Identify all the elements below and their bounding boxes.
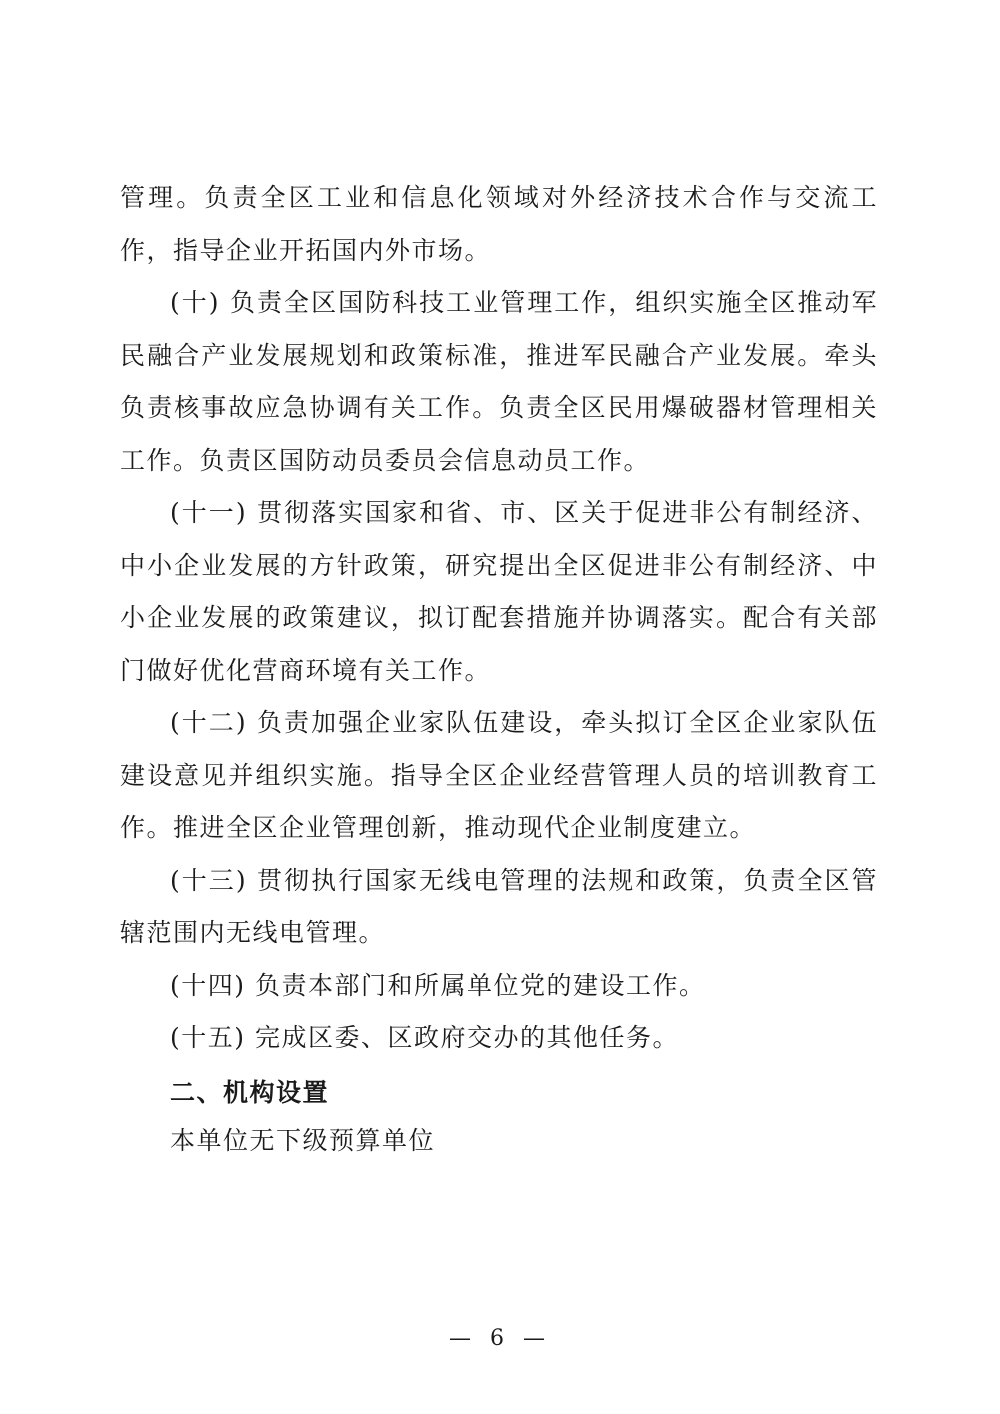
paragraph-continuation: 管理。负责全区工业和信息化领域对外经济技术合作与交流工作，指导企业开拓国内外市场。 [120, 183, 878, 265]
paragraph-item-13: (十三) 贯彻执行国家无线电管理的法规和政策，负责全区管辖范围内无线电管理。 [120, 865, 878, 947]
section-heading: 二、机构设置 [170, 1078, 330, 1107]
paragraph-item-11: (十一) 贯彻落实国家和省、市、区关于促进非公有制经济、中小企业发展的方针政策，研究提出全区促进非公有制经济、中小企业发展的政策建议，拟订配套措施并协调落实。配合有关部门做好优化营商环境有关工作。 [120, 498, 878, 685]
paragraph-item-12: (十二) 负责加强企业家队伍建设，牵头拟订全区企业家队伍建设意见并组织实施。指导全区企业经营管理人员的培训教育工作。推进全区企业管理创新，推动现代企业制度建立。 [120, 708, 878, 842]
paragraph-item-10: (十) 负责全区国防科技工业管理工作，组织实施全区推动军民融合产业发展规划和政策标准，推进军民融合产业发展。牵头负责核事故应急协调有关工作。负责全区民用爆破器材管理相关工作。负责区国防动员委员会信息动员工作。 [120, 288, 878, 475]
body-text [120, 172, 878, 1065]
page-number: — 6 — [449, 1326, 551, 1351]
section-body: 本单位无下级预算单位 [170, 1126, 436, 1155]
paragraph-item-15: (十五) 完成区委、区政府交办的其他任务。 [170, 1023, 679, 1052]
paragraph-item-14: (十四) 负责本部门和所属单位党的建设工作。 [170, 970, 706, 1000]
